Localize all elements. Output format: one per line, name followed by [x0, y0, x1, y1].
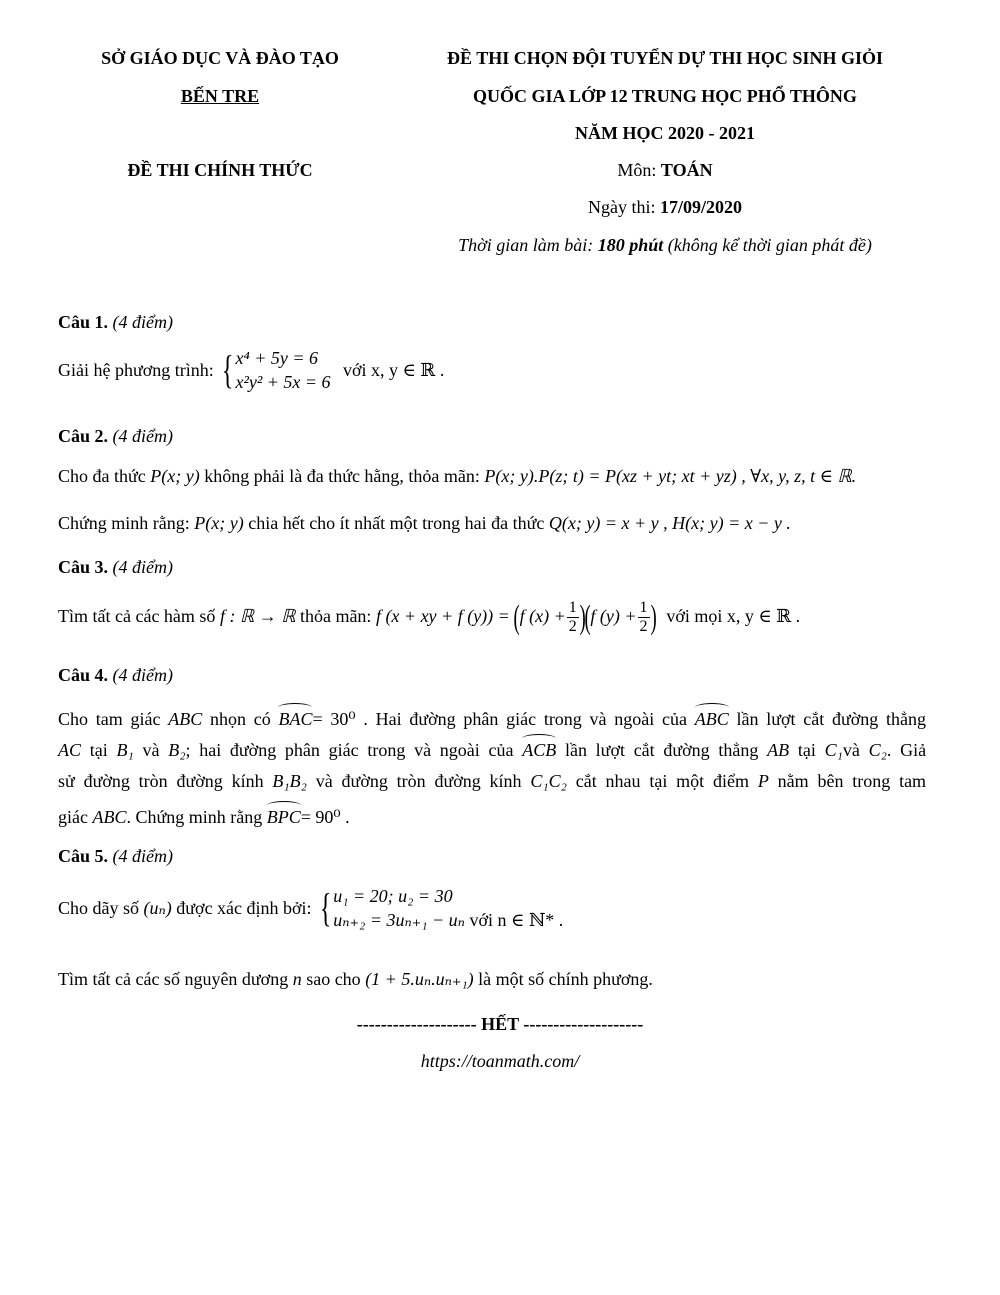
time-line: [400, 235, 930, 256]
q3-num1: 1: [568, 599, 577, 617]
q1-eq1: x⁴ + 5y = 6: [235, 348, 318, 368]
q3-c: thỏa mãn:: [299, 606, 372, 626]
q1-eq2: x²y² + 5x = 6: [235, 372, 331, 392]
q4-b1b2: B₁B₂: [272, 771, 307, 791]
subject-value: TOÁN: [660, 160, 713, 180]
q4-l2h: lần lượt cắt đường thẳng: [564, 740, 759, 760]
q2-title: Câu 2.: [58, 426, 109, 446]
q5-n: n: [292, 969, 302, 989]
q5-l2a: Tìm tất cả các số nguyên dương: [58, 969, 289, 989]
q4-l3e: cắt nhau tại một điểm: [575, 771, 749, 791]
q3-den2: 2: [639, 618, 648, 636]
q2-points: (4 điểm): [108, 426, 173, 446]
q2-l1c: không phải là đa thức hằng, thỏa mãn:: [204, 466, 480, 486]
q3-body: Tìm tất cả các hàm số f : ℝ → ℝ thỏa mãn: f (x + xy + f (y)) = (f (x) + $\frac{1}{2}$ )(f (y) + $\frac{1}{2}$ ) với mọi x, y ∈ ℝ .: [58, 598, 801, 636]
q3-den1: 2: [568, 618, 577, 636]
q3-points: (4 điểm): [108, 557, 173, 577]
q4-b2: B₂: [168, 740, 186, 760]
q5-expression: (1 + 5.uₙ.uₙ₊₁): [365, 969, 474, 989]
subject-label: Môn:: [617, 160, 661, 180]
q4-l1a: Cho tam giác: [58, 709, 161, 729]
exam-title-line1: ĐỀ THI CHỌN ĐỘI TUYỂN DỰ THI HỌC SINH GIỎI: [447, 48, 883, 68]
q4-points: (4 điểm): [108, 665, 173, 685]
q4-l3g: nằm bên trong tam: [777, 771, 927, 791]
q4-l4e: = 90⁰ .: [300, 807, 350, 827]
official-exam-label: ĐỀ THI CHÍNH THỨC: [127, 160, 313, 180]
q1-title: Câu 1.: [58, 312, 109, 332]
q4-line1: [58, 708, 926, 730]
time-note: (không kể thời gian phát đề): [663, 235, 872, 255]
q5-title: Câu 5.: [58, 846, 109, 866]
school-year: NĂM HỌC 2020 - 2021: [575, 123, 755, 143]
date-value: 17/09/2020: [659, 197, 742, 217]
q1-body: Giải hệ phương trình: { x⁴ + 5y = 6 x²y² + 5x = 6 với x, y ∈ ℝ .: [58, 347, 445, 392]
q3-num2: 1: [639, 599, 648, 617]
q4-l2b: tại: [89, 740, 108, 760]
q5-recurrence: uₙ₊₂ = 3uₙ₊₁ − uₙ: [333, 910, 465, 930]
subject-line: [400, 160, 930, 181]
q4-c2: C₂: [868, 740, 887, 760]
q4-angle-abc: ABC: [694, 709, 729, 729]
exam-date-line: [400, 197, 930, 218]
q5-points: (4 điểm): [108, 846, 173, 866]
q4-triangle-2: ABC: [92, 807, 127, 827]
exam-title-line2: QUỐC GIA LỚP 12 TRUNG HỌC PHỔ THÔNG: [473, 86, 857, 106]
q2-line2: [58, 512, 926, 534]
q4-angle-bac: BAC: [278, 709, 313, 729]
q4-l4c: . Chứng minh rằng: [126, 807, 263, 827]
q4-l4a: giác: [58, 807, 88, 827]
q3-condition: với mọi x, y ∈ ℝ .: [666, 606, 801, 626]
q4-l3c: và đường tròn đường kính: [315, 771, 522, 791]
q4-heading: [58, 664, 926, 686]
q1-points: (4 điểm): [108, 312, 173, 332]
q4-l2n: . Giả: [886, 740, 927, 760]
q2-poly: P(x; y): [150, 466, 200, 486]
q3-a: Tìm tất cả các hàm số: [58, 606, 216, 626]
q4-c1c2: C₁C₂: [530, 771, 567, 791]
q4-b1: B₁: [116, 740, 134, 760]
q4-l2j: tại: [797, 740, 816, 760]
q4-title: Câu 4.: [58, 665, 109, 685]
q3-factor2: f (y) +: [590, 606, 637, 626]
q3-lhs: f (x + xy + f (y)) =: [375, 606, 510, 626]
q1-heading: [58, 311, 926, 333]
q5-a: Cho dãy số: [58, 898, 139, 918]
q5-sequence: (uₙ): [143, 898, 172, 918]
q5-l2e: là một số chính phương.: [478, 969, 653, 989]
q2-heading: [58, 425, 926, 447]
q4-angle-bpc: BPC: [266, 807, 301, 827]
q2-divisors: Q(x; y) = x + y , H(x; y) = x − y .: [548, 513, 791, 533]
q5-body: Cho dãy số (uₙ) được xác định bởi: { u₁ = 20; u₂ = 30 uₙ₊₂ = 3uₙ₊₁ − uₙ với n ∈ ℕ* .: [58, 885, 564, 930]
q2-l2a: Chứng minh rằng:: [58, 513, 190, 533]
q5-l2c: sao cho: [306, 969, 361, 989]
province-name: BẾN TRE: [180, 86, 260, 106]
q4-point-p: P: [757, 771, 769, 791]
q2-functional-eq: P(x; y).P(z; t) = P(xz + yt; xt + yz) , ∀x, y, z, t ∈ ℝ.: [484, 466, 857, 486]
q4-l2f: ; hai đường phân giác trong và ngoài của: [185, 740, 514, 760]
q2-line1: [58, 465, 926, 487]
q4-triangle: ABC: [168, 709, 203, 729]
q3-title: Câu 3.: [58, 557, 109, 577]
end-marker: -------------------- HẾT --------------------: [356, 1014, 644, 1034]
q1-text: Giải hệ phương trình:: [58, 360, 214, 380]
q1-condition: với x, y ∈ ℝ .: [343, 360, 445, 380]
q4-line4: [58, 806, 926, 828]
q4-line-ab: AB: [767, 740, 790, 760]
q4-l3a: sử đường tròn đường kính: [58, 771, 264, 791]
q2-poly-2: P(x; y): [194, 513, 244, 533]
q5-c: được xác định bởi:: [176, 898, 312, 918]
q3-domain: f : ℝ → ℝ: [219, 606, 296, 626]
q5-recurrence-cond: với n ∈ ℕ* .: [469, 910, 564, 930]
q4-l1c: nhọn có: [209, 709, 271, 729]
time-value: 180 phút: [597, 235, 664, 255]
q3-heading: [58, 556, 926, 578]
q4-l2l: và: [842, 740, 860, 760]
date-label: Ngày thi:: [587, 197, 660, 217]
q4-line3: [58, 770, 926, 792]
source-url: https://toanmath.com/: [420, 1051, 580, 1071]
q4-line-ac: AC: [58, 740, 82, 760]
time-label: Thời gian làm bài:: [458, 235, 598, 255]
q5-line2: [58, 968, 926, 990]
q4-angle-acb: ACB: [522, 740, 557, 760]
q4-l1g: lần lượt cắt đường thẳng: [736, 709, 927, 729]
q2-l1a: Cho đa thức: [58, 466, 146, 486]
q4-line2: [58, 739, 926, 761]
q5-heading: [58, 845, 926, 867]
q3-factor1: f (x) +: [519, 606, 566, 626]
dept-name: SỞ GIÁO DỤC VÀ ĐÀO TẠO: [101, 48, 339, 68]
q4-l1e: = 30⁰ . Hai đường phân giác trong và ngoài của: [312, 709, 688, 729]
q2-l2c: chia hết cho ít nhất một trong hai đa thức: [248, 513, 545, 533]
q4-c1: C₁: [824, 740, 843, 760]
q5-initial: u₁ = 20; u₂ = 30: [333, 886, 453, 906]
q4-l2d: và: [142, 740, 160, 760]
